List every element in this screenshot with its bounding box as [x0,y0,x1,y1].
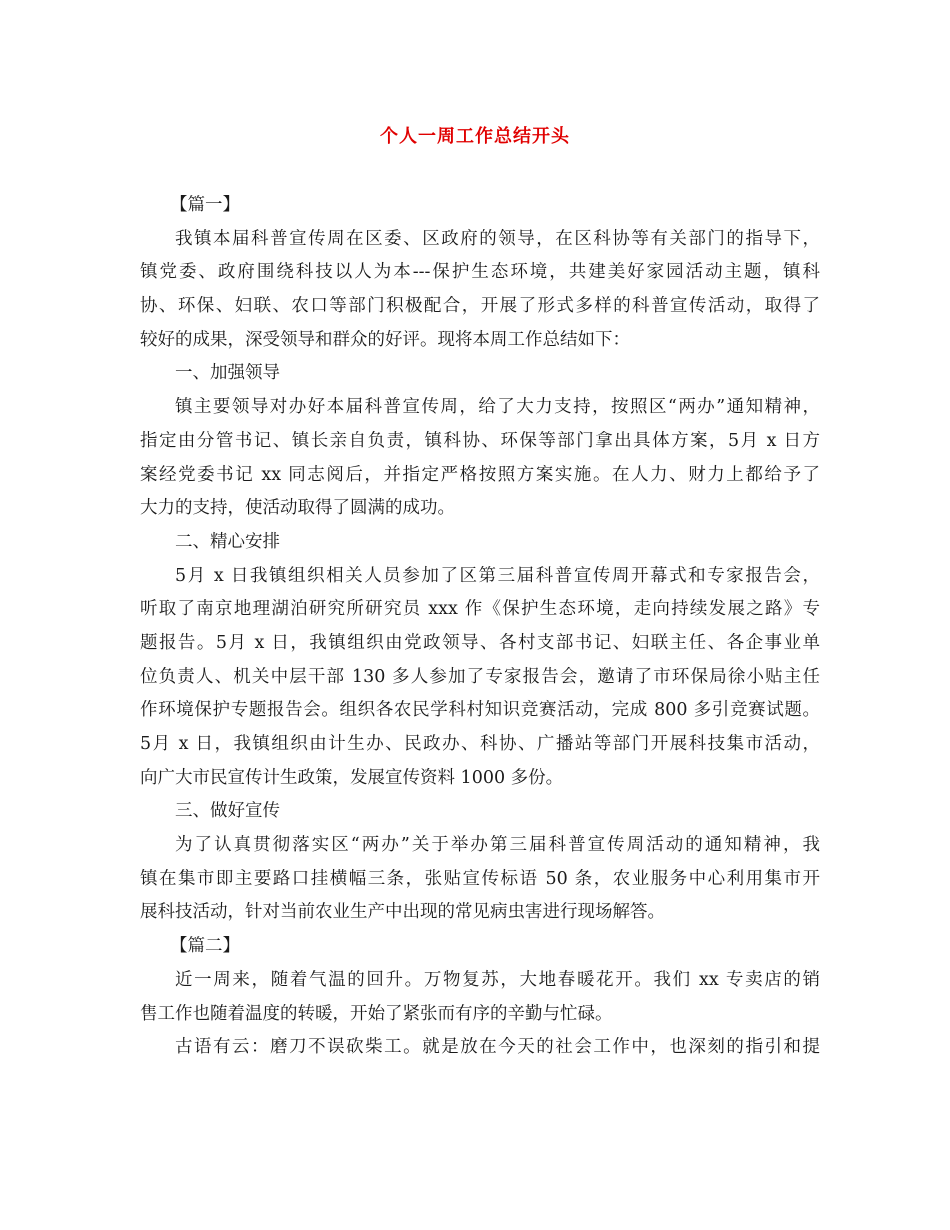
paragraph-line: 5月 x 日我镇组织相关人员参加了区第三届科普宣传周开幕式和专家报告会， [175,565,820,586]
document-body [140,189,820,1065]
section-heading: 一、加强领导 [175,363,280,384]
paragraph-line: 协、环保、妇联、农口等部门积极配合，开展了形式多样的科普宣传活动，取得了 [140,296,820,317]
paragraph-line: 较好的成果，深受领导和群众的好评。现将本周工作总结如下： [140,329,630,350]
paragraph-line: 古语有云：磨刀不误砍柴工。就是放在今天的社会工作中，也深刻的指引和提 [175,1037,820,1058]
paragraph-line: 为了认真贯彻落实区“两办”关于举办第三届科普宣传周活动的通知精神，我 [175,835,820,856]
paragraph-line: 位负责人、机关中层干部 130 多人参加了专家报告会，邀请了市环保局徐小贴主任 [140,666,820,687]
paragraph-line: 镇在集市即主要路口挂横幅三条，张贴宣传标语 50 条，农业服务中心利用集市开 [140,868,820,889]
paragraph-line: 向广大市民宣传计生政策，发展宣传资料 1000 多份。 [140,767,564,788]
paragraph-line: 售工作也随着温度的转暖，开始了紧张而有序的辛勤与忙碌。 [140,1003,613,1024]
paragraph-line: 镇党委、政府围绕科技以人为本---保护生态环境，共建美好家园活动主题，镇科 [140,262,820,283]
paragraph-line: 大力的支持，使活动取得了圆满的成功。 [140,498,455,519]
paragraph-line: 我镇本届科普宣传周在区委、区政府的领导，在区科协等有关部门的指导下， [175,228,820,249]
section-heading: 三、做好宣传 [175,801,280,822]
paragraph-line: 指定由分管书记、镇长亲自负责，镇科协、环保等部门拿出具体方案，5月 x 日方 [140,430,820,451]
paragraph-line: 5月 x 日，我镇组织由计生办、民政办、科协、广播站等部门开展科技集市活动， [140,734,820,754]
paragraph-line: 作环境保护专题报告会。组织各农民学科村知识竞赛活动，完成 800 多引竞赛试题。 [140,700,820,721]
paragraph-line: 听取了南京地理湖泊研究所研究员 xxx 作《保护生态环境，走向持续发展之路》专 [140,599,820,620]
document-title: 个人一周工作总结开头 [380,126,570,147]
part-marker: 【篇一】 [170,195,240,215]
paragraph-line: 近一周来，随着气温的回升。万物复苏，大地春暖花开。我们 xx 专卖店的销 [175,969,820,990]
section-heading: 二、精心安排 [175,531,280,552]
paragraph-line: 题报告。5月 x 日，我镇组织由党政领导、各村支部书记、妇联主任、各企事业单 [140,632,820,653]
paragraph-line: 镇主要领导对办好本届科普宣传周，给了大力支持，按照区“两办”通知精神， [175,397,820,418]
part-marker: 【篇二】 [170,936,240,957]
paragraph-line: 展科技活动，针对当前农业生产中出现的常见病虫害进行现场解答。 [140,902,665,923]
paragraph-line: 案经党委书记 xx 同志阅后，并指定严格按照方案实施。在人力、财力上都给予了 [140,464,820,485]
